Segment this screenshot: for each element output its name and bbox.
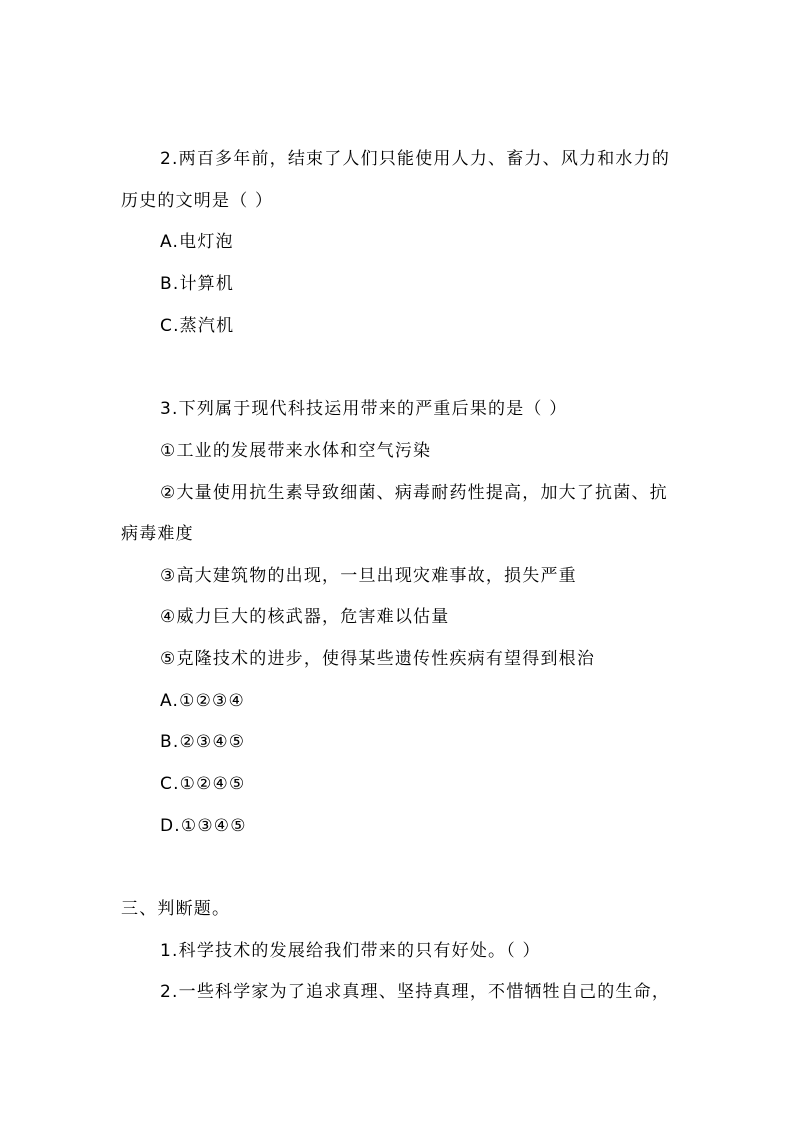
section-3-item-2: 2.一些科学家为了追求真理、坚持真理，不惜牺牲自己的生命， xyxy=(160,982,671,1002)
q3-statement-3: ③高大建筑物的出现，一旦出现灾难事故，损失严重 xyxy=(160,566,577,586)
q3-statement-2-cont: 病毒难度 xyxy=(121,524,194,544)
q3-statement-4: ④威力巨大的核武器，危害难以估量 xyxy=(160,607,450,627)
q3-option-a: A.①②③④ xyxy=(160,691,245,711)
q2-stem-line2: 历史的文明是（ ） xyxy=(121,191,274,211)
q3-statement-5: ⑤克隆技术的进步，使得某些遗传性疾病有望得到根治 xyxy=(160,649,596,669)
q3-statement-2: ②大量使用抗生素导致细菌、病毒耐药性提高，加大了抗菌、抗 xyxy=(160,483,668,503)
q2-stem-line1: 2.两百多年前，结束了人们只能使用人力、畜力、风力和水力的 xyxy=(160,149,671,169)
q3-statement-1: ①工业的发展带来水体和空气污染 xyxy=(160,441,432,461)
q2-option-a: A.电灯泡 xyxy=(160,232,234,252)
q3-option-d: D.①③④⑤ xyxy=(160,816,247,836)
q3-option-c: C.①②④⑤ xyxy=(160,774,246,794)
q2-option-c: C.蒸汽机 xyxy=(160,316,235,336)
section-3-item-1: 1.科学技术的发展给我们带来的只有好处。（ ） xyxy=(160,941,541,961)
q3-option-b: B.②③④⑤ xyxy=(160,732,246,752)
q2-option-b: B.计算机 xyxy=(160,274,235,294)
section-3-heading: 三、判断题。 xyxy=(121,899,231,919)
q3-stem: 3.下列属于现代科技运用带来的严重后果的是（ ） xyxy=(160,399,568,419)
